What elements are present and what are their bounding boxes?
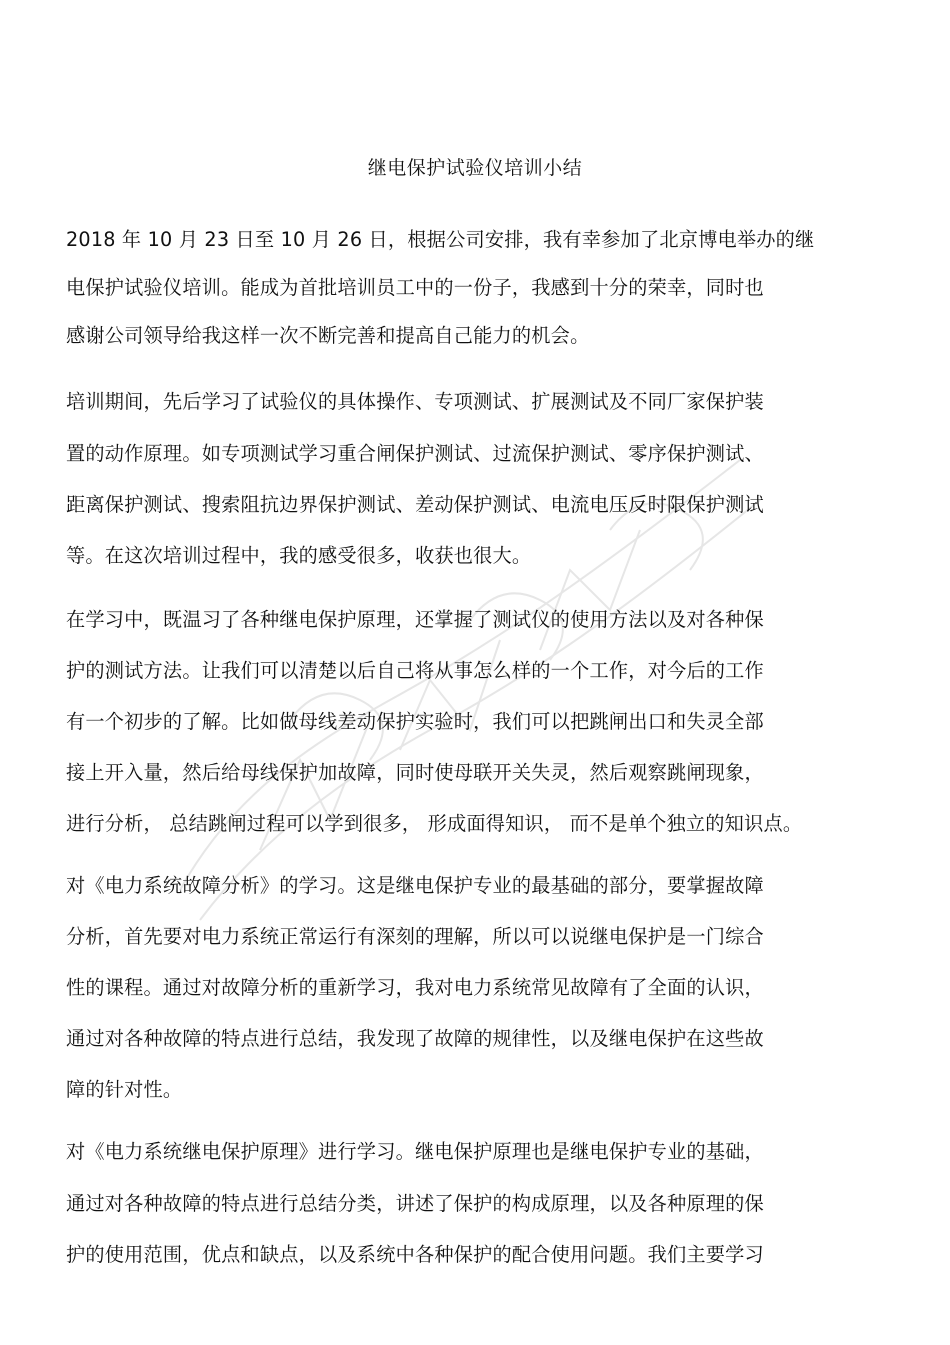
paragraph-1-line-1: 2018 年 10 月 23 日至 10 月 26 日，根据公司安排，我有幸参加了北京博电举办的继 <box>66 228 815 251</box>
paragraph-4-line-1: 对《电力系统故障分析》的学习。这是继电保护专业的最基础的部分，要掌握故障 <box>66 874 764 897</box>
paragraph-4-line-4: 通过对各种故障的特点进行总结，我发现了故障的规律性，以及继电保护在这些故 <box>66 1027 764 1050</box>
paragraph-2-line-3: 距离保护测试、搜索阻抗边界保护测试、差动保护测试、电流电压反时限保护测试 <box>66 493 764 516</box>
paragraph-5-line-2: 通过对各种故障的特点进行总结分类，讲述了保护的构成原理，以及各种原理的保 <box>66 1192 764 1215</box>
paragraph-3-line-5: 进行分析， 总结跳闸过程可以学到很多， 形成面得知识， 而不是单个独立的知识点。 <box>66 812 803 835</box>
paragraph-4-line-5: 障的针对性。 <box>66 1078 183 1101</box>
paragraph-3-line-1: 在学习中，既温习了各种继电保护原理，还掌握了测试仪的使用方法以及对各种保 <box>66 608 764 631</box>
paragraph-3-line-3: 有一个初步的了解。比如做母线差动保护实验时，我们可以把跳闸出口和失灵全部 <box>66 710 764 733</box>
paragraph-2-line-1: 培训期间，先后学习了试验仪的具体操作、专项测试、扩展测试及不同厂家保护装 <box>66 390 764 413</box>
paragraph-4-line-2: 分析，首先要对电力系统正常运行有深刻的理解，所以可以说继电保护是一门综合 <box>66 925 764 948</box>
paragraph-2-line-2: 置的动作原理。如专项测试学习重合闸保护测试、过流保护测试、零序保护测试、 <box>66 442 764 465</box>
paragraph-5-line-1: 对《电力系统继电保护原理》进行学习。继电保护原理也是继电保护专业的基础， <box>66 1140 764 1163</box>
paragraph-4-line-3: 性的课程。通过对故障分析的重新学习，我对电力系统常见故障有了全面的认识， <box>66 976 764 999</box>
paragraph-1-line-3: 感谢公司领导给我这样一次不断完善和提高自己能力的机会。 <box>66 324 590 347</box>
paragraph-3-line-2: 护的测试方法。让我们可以清楚以后自己将从事怎么样的一个工作，对今后的工作 <box>66 659 764 682</box>
paragraph-1-line-2: 电保护试验仪培训。能成为首批培训员工中的一份子，我感到十分的荣幸，同时也 <box>66 276 764 299</box>
paragraph-2-line-4: 等。在这次培训过程中，我的感受很多，收获也很大。 <box>66 544 532 567</box>
paragraph-5-line-3: 护的使用范围，优点和缺点，以及系统中各种保护的配合使用问题。我们主要学习 <box>66 1243 764 1266</box>
paragraph-3-line-4: 接上开入量，然后给母线保护加故障，同时使母联开关失灵，然后观察跳闸现象， <box>66 761 764 784</box>
document-title: 继电保护试验仪培训小结 <box>367 157 583 179</box>
